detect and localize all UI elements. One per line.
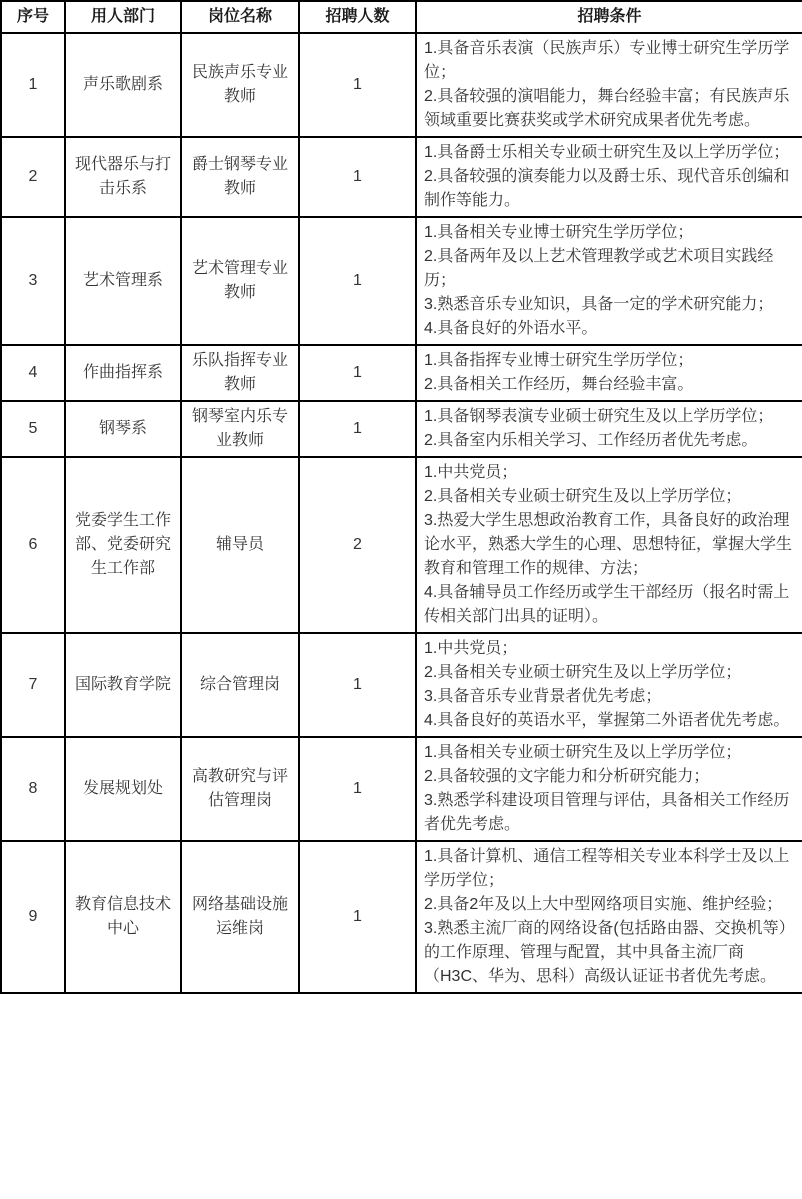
conditions-cell xyxy=(416,345,802,401)
condition-line: 3.具备音乐专业背景者优先考虑； xyxy=(424,688,662,705)
headcount-cell: 1 xyxy=(299,841,416,993)
condition-line: 1.具备爵士乐相关专业硕士研究生及以上学历学位； xyxy=(424,144,790,161)
conditions-cell xyxy=(416,633,802,737)
condition-line: 2.具备较强的文字能力和分析研究能力； xyxy=(424,768,710,785)
table-row xyxy=(1,137,802,217)
position-cell: 乐队指挥专业教师 xyxy=(181,345,299,401)
position-cell: 综合管理岗 xyxy=(181,633,299,737)
condition-line: 3.熟悉学科建设项目管理与评估，具备相关工作经历者优先考虑。 xyxy=(424,792,790,833)
table-row xyxy=(1,633,802,737)
department-cell: 国际教育学院 xyxy=(65,633,181,737)
department-cell: 声乐歌剧系 xyxy=(65,33,181,137)
column-header-department: 用人部门 xyxy=(65,1,181,33)
headcount-cell: 1 xyxy=(299,401,416,457)
headcount-cell: 1 xyxy=(299,737,416,841)
headcount-cell: 1 xyxy=(299,137,416,217)
department-cell: 艺术管理系 xyxy=(65,217,181,345)
condition-line: 1.具备指挥专业博士研究生学历学位； xyxy=(424,352,694,369)
headcount-cell: 1 xyxy=(299,33,416,137)
department-cell: 钢琴系 xyxy=(65,401,181,457)
row-number-cell: 2 xyxy=(1,137,65,217)
table-row xyxy=(1,457,802,633)
condition-line: 2.具备两年及以上艺术管理教学或艺术项目实践经历； xyxy=(424,248,774,289)
condition-line: 2.具备相关专业硕士研究生及以上学历学位； xyxy=(424,488,742,505)
condition-line: 3.熟悉主流厂商的网络设备(包括路由器、交换机等）的工作原理、管理与配置，其中具备主流厂商（H3C、华为、思科）高级认证证书者优先考虑。 xyxy=(424,920,795,985)
condition-line: 2.具备相关工作经历，舞台经验丰富。 xyxy=(424,376,694,393)
row-number-cell: 1 xyxy=(1,33,65,137)
department-cell: 作曲指挥系 xyxy=(65,345,181,401)
conditions-cell xyxy=(416,137,802,217)
department-cell: 发展规划处 xyxy=(65,737,181,841)
condition-line: 2.具备室内乐相关学习、工作经历者优先考虑。 xyxy=(424,432,758,449)
row-number-cell: 4 xyxy=(1,345,65,401)
conditions-cell xyxy=(416,457,802,633)
position-cell: 辅导员 xyxy=(181,457,299,633)
condition-line: 3.熟悉音乐专业知识，具备一定的学术研究能力； xyxy=(424,296,774,313)
headcount-cell: 1 xyxy=(299,633,416,737)
column-header-headcount: 招聘人数 xyxy=(299,1,416,33)
position-cell: 高教研究与评估管理岗 xyxy=(181,737,299,841)
row-number-cell: 9 xyxy=(1,841,65,993)
condition-line: 1.中共党员； xyxy=(424,464,518,481)
conditions-cell xyxy=(416,33,802,137)
headcount-cell: 1 xyxy=(299,217,416,345)
condition-line: 1.具备相关专业硕士研究生及以上学历学位； xyxy=(424,744,742,761)
conditions-cell xyxy=(416,401,802,457)
row-number-cell: 5 xyxy=(1,401,65,457)
condition-line: 1.具备钢琴表演专业硕士研究生及以上学历学位； xyxy=(424,408,774,425)
table-row xyxy=(1,841,802,993)
header-row xyxy=(1,1,802,33)
condition-line: 2.具备较强的演奏能力以及爵士乐、现代音乐创编和制作等能力。 xyxy=(424,168,790,209)
table-row xyxy=(1,345,802,401)
row-number-cell: 3 xyxy=(1,217,65,345)
conditions-cell xyxy=(416,841,802,993)
condition-line: 1.具备计算机、通信工程等相关专业本科学士及以上学历学位； xyxy=(424,848,790,889)
condition-line: 2.具备较强的演唱能力，舞台经验丰富；有民族声乐领域重要比赛获奖或学术研究成果者优先考虑。 xyxy=(424,88,790,129)
column-header-position: 岗位名称 xyxy=(181,1,299,33)
column-header-conditions: 招聘条件 xyxy=(416,1,802,33)
column-header-no: 序号 xyxy=(1,1,65,33)
department-cell: 教育信息技术中心 xyxy=(65,841,181,993)
row-number-cell: 6 xyxy=(1,457,65,633)
position-cell: 民族声乐专业教师 xyxy=(181,33,299,137)
headcount-cell: 2 xyxy=(299,457,416,633)
condition-line: 1.中共党员； xyxy=(424,640,518,657)
condition-line: 4.具备良好的外语水平。 xyxy=(424,320,598,337)
position-cell: 爵士钢琴专业教师 xyxy=(181,137,299,217)
conditions-cell xyxy=(416,217,802,345)
condition-line: 2.具备相关专业硕士研究生及以上学历学位； xyxy=(424,664,742,681)
position-cell: 网络基础设施运维岗 xyxy=(181,841,299,993)
position-cell: 艺术管理专业教师 xyxy=(181,217,299,345)
position-cell: 钢琴室内乐专业教师 xyxy=(181,401,299,457)
conditions-cell xyxy=(416,737,802,841)
department-cell: 现代器乐与打击乐系 xyxy=(65,137,181,217)
row-number-cell: 7 xyxy=(1,633,65,737)
headcount-cell: 1 xyxy=(299,345,416,401)
condition-line: 1.具备音乐表演（民族声乐）专业博士研究生学历学位； xyxy=(424,40,790,81)
department-cell: 党委学生工作部、党委研究生工作部 xyxy=(65,457,181,633)
table-row xyxy=(1,737,802,841)
table-row xyxy=(1,401,802,457)
condition-line: 4.具备良好的英语水平，掌握第二外语者优先考虑。 xyxy=(424,712,790,729)
condition-line: 3.热爱大学生思想政治教育工作，具备良好的政治理论水平，熟悉大学生的心理、思想特征，掌握大学生教育和管理工作的规律、方法； xyxy=(424,512,793,577)
condition-line: 2.具备2年及以上大中型网络项目实施、维护经验； xyxy=(424,896,783,913)
table-row xyxy=(1,33,802,137)
table-body xyxy=(1,33,802,993)
condition-line: 4.具备辅导员工作经历或学生干部经历（报名时需上传相关部门出具的证明）。 xyxy=(424,584,790,625)
row-number-cell: 8 xyxy=(1,737,65,841)
table-row xyxy=(1,217,802,345)
condition-line: 1.具备相关专业博士研究生学历学位； xyxy=(424,224,694,241)
